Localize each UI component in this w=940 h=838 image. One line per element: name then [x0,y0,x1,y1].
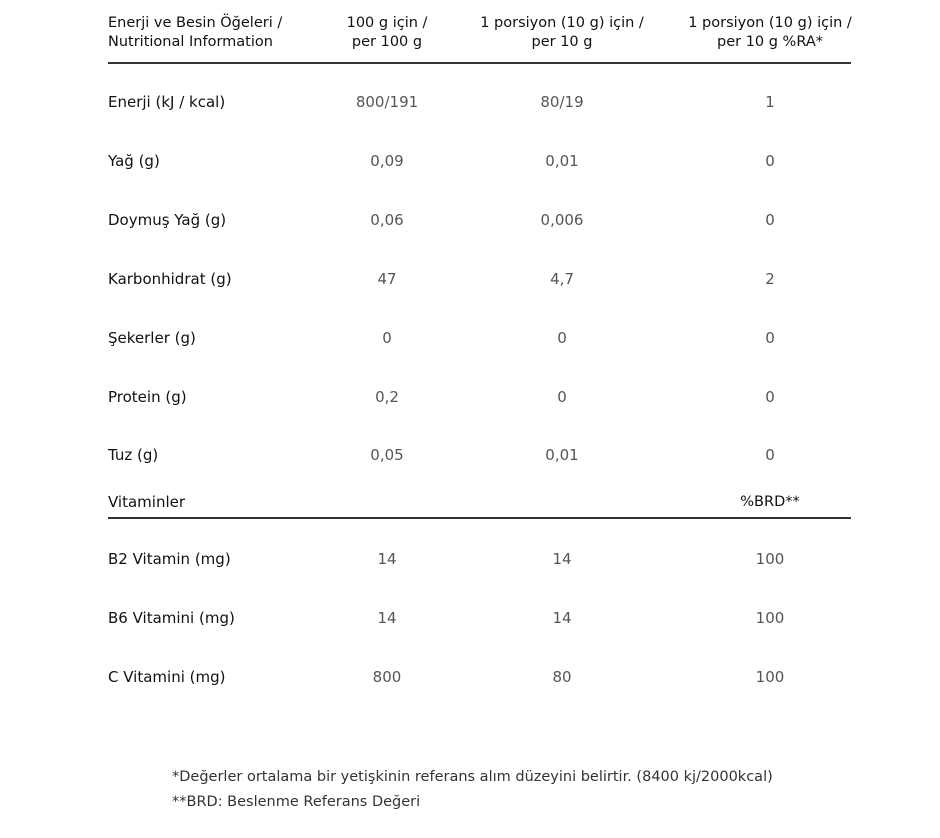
vitamin-row-b2: B2 Vitamin (mg) 14 14 100 [108,550,785,568]
header-per-100g: 100 g için / per 100 g [346,15,428,50]
nutrient-row-fat: Yağ (g) 0,09 0,01 0 [108,152,775,170]
vitamins-divider [108,517,851,519]
nutrient-row-sugars: Şekerler (g) 0 0 0 [108,329,775,347]
nutrient-row-protein: Protein (g) 0,2 0 0 [108,388,775,406]
vitamins-section-label: Vitaminler [108,493,186,511]
header-nutritional-information: Enerji ve Besin Öğeleri / Nutritional Information [108,15,283,50]
footnote-brd: **BRD: Beslenme Referans Değeri [172,794,421,810]
header-per-serving: 1 porsiyon (10 g) için / per 10 g [480,15,644,50]
vitamin-row-c: C Vitamini (mg) 800 80 100 [108,668,785,686]
header-per-serving-ra: 1 porsiyon (10 g) için / per 10 g %RA* [688,15,852,50]
nutrient-row-salt: Tuz (g) 0,05 0,01 0 [108,446,775,464]
nutrient-row-carbohydrate: Karbonhidrat (g) 47 4,7 2 [108,270,775,288]
brd-column-header: %BRD** [740,494,800,510]
nutrient-row-saturated-fat: Doymuş Yağ (g) 0,06 0,006 0 [108,211,775,229]
header-divider [108,62,851,64]
nutrient-row-energy: Enerji (kJ / kcal) 800/191 80/19 1 [108,93,775,111]
footnote-reference-intake: *Değerler ortalama bir yetişkinin referans alım düzeyini belirtir. (8400 kj/2000kcal) [172,769,773,785]
vitamin-row-b6: B6 Vitamini (mg) 14 14 100 [108,609,785,627]
